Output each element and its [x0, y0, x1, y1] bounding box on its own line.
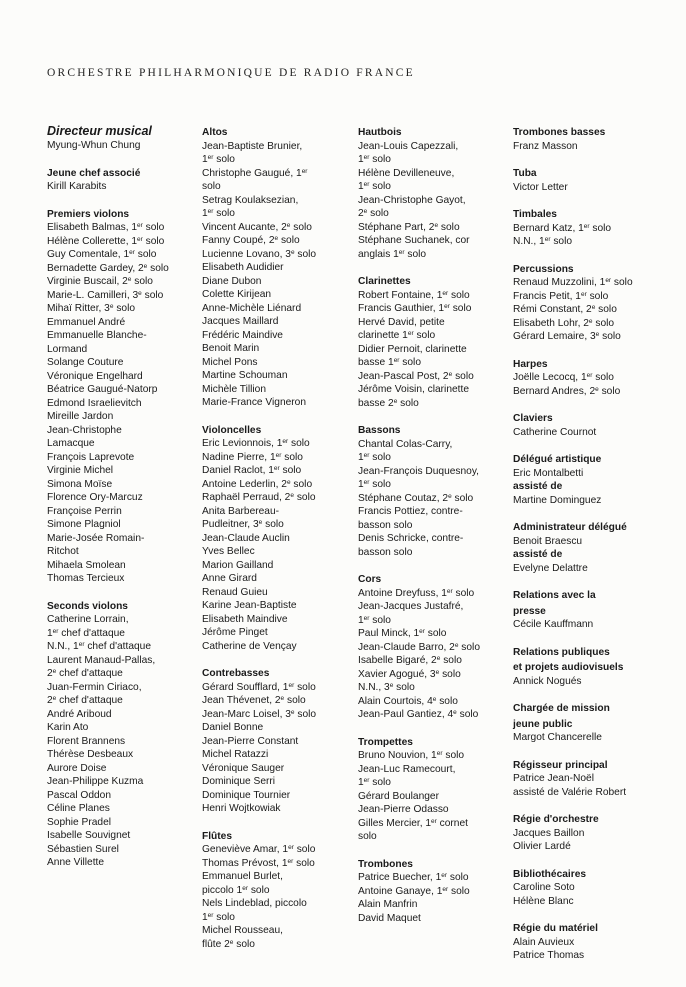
section-cors	[358, 573, 510, 722]
section-title: Administrateur délégué	[513, 522, 627, 533]
member-line: Rémi Constant, 2e solo	[513, 304, 617, 315]
member-line: Jacques Baillon	[513, 827, 585, 839]
member-line: solo	[358, 831, 377, 842]
member-line: Anita Barbereau-	[202, 505, 280, 517]
member-line: Lucienne Lovano, 3e solo	[202, 248, 317, 260]
section-title: Claviers	[513, 413, 553, 424]
member-line: Jérôme Voisin, clarinette	[358, 384, 469, 395]
member-line: basse 1er solo	[358, 357, 421, 368]
member-line: Emmanuel Burlet,	[202, 871, 283, 882]
section-trompettes	[358, 736, 510, 844]
section-chargee-de-mission-jeune-public	[513, 702, 673, 745]
section-regisseur-principal	[513, 759, 673, 800]
member-line: Jean-Paul Gantiez, 4e solo	[358, 709, 479, 720]
member-line: 1er solo	[202, 154, 235, 165]
member-line: Francis Gauthier, 1er solo	[358, 303, 472, 314]
section-harpes	[513, 358, 673, 399]
member-line: Setrag Koulaksezian,	[202, 194, 299, 206]
member-line: Patrice Jean-Noël	[513, 773, 594, 784]
member-line: Bernard Andres, 2e solo	[513, 385, 621, 397]
member-line: Aurore Doise	[47, 762, 107, 774]
member-line: Gérard Lemaire, 3e solo	[513, 331, 621, 342]
member-line: Cécile Kauffmann	[513, 619, 594, 630]
member-line: Anne-Michèle Liénard	[202, 302, 302, 314]
section-title: Régisseur principal	[513, 759, 608, 771]
member-line: Henri Wojtkowiak	[202, 803, 281, 814]
member-line: Alain Auvieux	[513, 936, 575, 948]
section-title: Bassons	[358, 425, 401, 436]
member-line: Jean-Claude Barro, 2e solo	[358, 641, 480, 653]
section-administrateur-delegue	[513, 521, 673, 575]
section-title: Régie d'orchestre	[513, 814, 599, 825]
member-line: Marie-Josée Romain-	[47, 532, 145, 544]
member-line: Marie-France Vigneron	[202, 397, 306, 408]
member-line: 1er solo	[358, 614, 391, 626]
member-line: Nadine Pierre, 1er solo	[202, 451, 303, 463]
member-line: basson solo	[358, 519, 413, 531]
member-line: N.N., 1er chef d'attaque	[47, 641, 152, 652]
member-line: Francis Petit, 1er solo	[513, 290, 609, 302]
member-line: Jean-Pierre Constant	[202, 735, 299, 747]
member-line: Isabelle Bigaré, 2e solo	[358, 655, 462, 666]
member-line: Karin Ato	[47, 722, 89, 733]
member-line: Antoine Lederlin, 2e solo	[202, 478, 313, 490]
member-line: Simone Plagniol	[47, 519, 121, 530]
member-line: 1er solo	[358, 452, 391, 463]
member-line: Renaud Guieu	[202, 586, 268, 598]
member-line: Michel Pons	[202, 356, 258, 368]
member-line: Xavier Agogué, 3e solo	[358, 668, 461, 680]
member-line: Colette Kirijean	[202, 289, 272, 300]
section-delegue-artistique	[513, 453, 673, 507]
section-title: Trompettes	[358, 736, 413, 748]
member-line: Sophie Pradel	[47, 816, 112, 828]
member-line: Pascal Oddon	[47, 789, 111, 801]
section-title: Chargée de mission	[513, 703, 610, 714]
member-line: Isabelle Souvignet	[47, 830, 131, 841]
member-line: Catherine Lorrain,	[47, 614, 129, 625]
member-line: Robert Fontaine, 1er solo	[358, 289, 470, 301]
member-line: Jean-Christophe Gayot,	[358, 194, 466, 206]
member-line: clarinette 1er solo	[358, 330, 436, 341]
section-title: Violoncelles	[202, 424, 262, 436]
section-directeur-musical	[47, 124, 197, 153]
member-line: Raphaël Perraud, 2e solo	[202, 492, 316, 503]
member-line: piccolo 1er solo	[202, 884, 270, 896]
member-line: Patrice Thomas	[513, 950, 585, 961]
section-title: Tuba	[513, 168, 537, 179]
member-line: Guy Comentale, 1er solo	[47, 249, 157, 260]
member-line: Pudleitner, 3e solo	[202, 519, 284, 530]
member-line: Kirill Karabits	[47, 181, 107, 192]
member-line: Karine Jean-Baptiste	[202, 600, 297, 611]
section-tuba	[513, 167, 673, 194]
section-title: Régie du matériel	[513, 923, 598, 934]
section-title: Harpes	[513, 358, 548, 370]
member-line: Victor Letter	[513, 181, 568, 193]
member-line: Virginie Michel	[47, 465, 114, 476]
member-line: Simona Moïse	[47, 478, 113, 490]
section-altos	[202, 126, 352, 410]
member-line: 2e chef d'attaque	[47, 668, 123, 679]
member-line: Evelyne Delattre	[513, 562, 588, 574]
section-title: jeune public	[513, 718, 573, 730]
member-line: Bruno Nouvion, 1er solo	[358, 750, 465, 761]
section-title: Relations publiques	[513, 646, 610, 658]
member-line: Stéphane Coutaz, 2e solo	[358, 492, 474, 504]
section-seconds-violons	[47, 600, 197, 870]
section-title: Clarinettes	[358, 276, 411, 287]
member-line: Laurent Manaud-Pallas,	[47, 654, 156, 666]
member-line: Daniel Raclot, 1er solo	[202, 465, 302, 476]
section-title: Contrebasses	[202, 668, 270, 679]
section-title: Trombones basses	[513, 127, 606, 138]
member-line: François Laprevote	[47, 451, 135, 463]
member-line: Jacques Maillard	[202, 316, 279, 327]
member-line: Gérard Boulanger	[358, 790, 439, 802]
member-line: Elisabeth Audidier	[202, 262, 284, 273]
member-line: Margot Chancerelle	[513, 732, 602, 743]
section-percussions	[513, 263, 673, 344]
member-line: assisté de	[513, 549, 563, 560]
member-line: assisté de Valérie Robert	[513, 786, 627, 798]
member-line: Eric Levionnois, 1er solo	[202, 438, 310, 449]
member-line: Frédéric Maindive	[202, 329, 283, 341]
member-line: Céline Planes	[47, 803, 110, 814]
member-line: Florent Brannens	[47, 735, 126, 747]
section-violoncelles	[202, 424, 352, 654]
member-line: 1er solo	[202, 208, 235, 219]
column-4	[513, 124, 673, 977]
section-bibliothecaires	[513, 868, 673, 909]
member-line: basson solo	[358, 546, 413, 558]
member-line: Florence Ory-Marcuz	[47, 492, 143, 503]
member-line: Joëlle Lecocq, 1er solo	[513, 372, 614, 383]
section-title: Premiers violons	[47, 208, 130, 220]
section-title: Percussions	[513, 263, 574, 275]
member-line: 1er solo	[358, 479, 391, 490]
member-line: Jean-Luc Ramecourt,	[358, 763, 456, 775]
member-line: Antoine Ganaye, 1er solo	[358, 885, 470, 897]
member-line: Hélène Devilleneuve,	[358, 167, 455, 179]
member-line: Caroline Soto	[513, 882, 575, 893]
member-line: Benoit Braescu	[513, 535, 583, 547]
section-jeune-chef-associe	[47, 167, 197, 194]
member-line: Thomas Tercieux	[47, 573, 125, 584]
member-line: Béatrice Gaugué-Natorp	[47, 384, 158, 395]
member-line: Elisabeth Lohr, 2e solo	[513, 317, 615, 329]
section-title: Bibliothécaires	[513, 868, 587, 880]
member-line: Paul Minck, 1er solo	[358, 628, 447, 639]
member-line: Jean-Pascal Post, 2e solo	[358, 370, 474, 382]
section-title: presse	[513, 605, 546, 617]
section-relations-avec-la-presse	[513, 589, 673, 632]
member-line: Sébastien Surel	[47, 843, 119, 855]
member-line: 1er solo	[358, 154, 391, 165]
member-line: Jean-Pierre Odasso	[358, 804, 449, 815]
member-line: Emmanuel André	[47, 316, 126, 328]
section-title: Jeune chef associé	[47, 167, 141, 179]
section-hautbois	[358, 126, 510, 261]
member-line: flûte 2e solo	[202, 938, 255, 950]
member-line: Hervé David, petite	[358, 316, 445, 328]
section-bassons	[358, 424, 510, 559]
member-line: Gérard Soufflard, 1er solo	[202, 681, 316, 693]
member-line: 1er solo	[358, 181, 391, 192]
member-line: Mihaela Smolean	[47, 559, 126, 571]
section-clarinettes	[358, 275, 510, 410]
section-title: et projets audiovisuels	[513, 662, 624, 673]
section-title: Trombones	[358, 858, 413, 870]
member-line: Jean-Jacques Justafré,	[358, 601, 464, 612]
member-line: 1er chef d'attaque	[47, 627, 125, 639]
member-line: Solange Couture	[47, 357, 124, 368]
member-line: 1er solo	[358, 777, 391, 788]
member-line: Gilles Mercier, 1er cornet	[358, 817, 468, 829]
member-line: Edmond Israelievitch	[47, 397, 142, 409]
member-line: 1er solo	[202, 911, 235, 923]
member-line: Myung-Whun Chung	[47, 140, 141, 151]
section-title: Directeur musical	[47, 124, 152, 138]
member-line: Nels Lindeblad, piccolo	[202, 898, 307, 909]
member-line: Jean-Philippe Kuzma	[47, 776, 144, 787]
member-line: Hélène Blanc	[513, 895, 574, 907]
member-line: André Ariboud	[47, 708, 112, 720]
section-timbales	[513, 208, 673, 249]
member-line: Lamacque	[47, 438, 95, 449]
member-line: N.N., 3e solo	[358, 682, 415, 693]
member-line: Hélène Collerette, 1er solo	[47, 235, 165, 247]
member-line: Juan-Fermin Ciriaco,	[47, 681, 142, 693]
member-line: Franz Masson	[513, 140, 578, 152]
member-line: Mihaï Ritter, 3e solo	[47, 303, 136, 314]
member-line: Fanny Coupé, 2e solo	[202, 235, 300, 246]
member-line: Michel Rousseau,	[202, 925, 283, 936]
section-title: Seconds violons	[47, 600, 128, 612]
member-line: Daniel Bonne	[202, 722, 264, 733]
member-line: Jean Thévenet, 2e solo	[202, 695, 306, 706]
member-line: Jean-Marc Loisel, 3e solo	[202, 708, 317, 720]
member-line: Stéphane Suchanek, cor	[358, 235, 470, 246]
member-line: 2e solo	[358, 208, 389, 219]
section-trombones-basses	[513, 126, 673, 153]
member-line: Eric Montalbetti	[513, 467, 584, 479]
member-line: Vincent Aucante, 2e solo	[202, 221, 312, 233]
member-line: Catherine Cournot	[513, 426, 597, 438]
section-premiers-violons	[47, 208, 197, 586]
member-line: Véronique Engelhard	[47, 370, 143, 382]
member-line: David Maquet	[358, 912, 421, 924]
member-line: Geneviève Amar, 1er solo	[202, 844, 316, 855]
member-line: Catherine de Vençay	[202, 640, 297, 652]
member-line: Patrice Buecher, 1er solo	[358, 872, 469, 883]
member-line: Véronique Sauger	[202, 762, 285, 774]
member-line: Martine Schouman	[202, 370, 288, 381]
member-line: Jérôme Pinget	[202, 627, 268, 638]
page-header: ORCHESTRE PHILHARMONIQUE DE RADIO FRANCE	[47, 67, 415, 79]
member-line: Yves Bellec	[202, 546, 255, 557]
member-line: Dominique Serri	[202, 776, 276, 787]
section-title: Cors	[358, 574, 382, 585]
member-line: Anne Girard	[202, 573, 257, 584]
member-line: Annick Nogués	[513, 675, 582, 687]
section-regie-d-orchestre	[513, 813, 673, 854]
member-line: Olivier Lardé	[513, 841, 571, 852]
member-line: Alain Courtois, 4e solo	[358, 695, 458, 707]
member-line: Alain Manfrin	[358, 899, 418, 910]
section-regie-du-materiel	[513, 922, 673, 963]
member-line: Marie-L. Camilleri, 3e solo	[47, 289, 164, 301]
member-line: Ritchot	[47, 546, 79, 557]
column-3	[358, 124, 510, 939]
section-title: Hautbois	[358, 127, 402, 138]
member-line: Stéphane Part, 2e solo	[358, 221, 460, 233]
member-line: Martine Dominguez	[513, 494, 602, 506]
member-line: anglais 1er solo	[358, 248, 427, 260]
member-line: Bernard Katz, 1er solo	[513, 222, 612, 234]
member-line: Elisabeth Balmas, 1er solo	[47, 222, 165, 233]
section-flutes	[202, 830, 352, 952]
member-line: N.N., 1er solo	[513, 236, 573, 247]
member-line: Antoine Dreyfuss, 1er solo	[358, 587, 475, 599]
member-line: Francis Pottiez, contre-	[358, 506, 463, 517]
section-title: Flûtes	[202, 830, 233, 842]
member-line: Christophe Gaugué, 1er	[202, 167, 308, 179]
member-line: Lormand	[47, 343, 88, 355]
member-line: Marion Gailland	[202, 559, 274, 571]
column-2	[202, 124, 352, 965]
member-line: Chantal Colas-Carry,	[358, 438, 453, 450]
member-line: Bernadette Gardey, 2e solo	[47, 262, 169, 274]
member-line: Didier Pernoit, clarinette	[358, 343, 467, 355]
member-line: Virginie Buscail, 2e solo	[47, 276, 153, 287]
section-title: Timbales	[513, 209, 557, 220]
member-line: basse 2e solo	[358, 397, 419, 409]
section-claviers	[513, 412, 673, 439]
member-line: Anne Villette	[47, 857, 105, 868]
member-line: Michèle Tillion	[202, 383, 266, 395]
member-line: 2e chef d'attaque	[47, 695, 123, 706]
member-line: Diane Dubon	[202, 275, 262, 287]
section-title: Relations avec la	[513, 590, 596, 601]
member-line: Thomas Prévost, 1er solo	[202, 857, 315, 869]
section-title: Délégué artistique	[513, 454, 602, 465]
member-line: Jean-François Duquesnoy,	[358, 465, 479, 477]
member-line: Emmanuelle Blanche-	[47, 330, 147, 341]
column-1	[47, 124, 197, 884]
member-line: Renaud Muzzolini, 1er solo	[513, 277, 633, 288]
member-line: solo	[202, 181, 221, 192]
section-trombones	[358, 858, 510, 926]
member-line: Jean-Louis Capezzali,	[358, 140, 459, 152]
member-line: Michel Ratazzi	[202, 749, 269, 760]
member-line: Jean-Baptiste Brunier,	[202, 140, 303, 152]
member-line: Elisabeth Maindive	[202, 613, 288, 625]
member-line: Thérèse Desbeaux	[47, 749, 134, 760]
member-line: Jean-Claude Auclin	[202, 532, 290, 544]
member-line: assisté de	[513, 481, 563, 492]
member-line: Benoit Marin	[202, 343, 260, 354]
member-line: Jean-Christophe	[47, 424, 122, 436]
section-title: Altos	[202, 127, 228, 138]
member-line: Dominique Tournier	[202, 789, 291, 801]
section-relations-publiques-et-projets-audiovisuels	[513, 646, 673, 689]
member-line: Denis Schricke, contre-	[358, 533, 464, 544]
member-line: Françoise Perrin	[47, 505, 122, 517]
section-contrebasses	[202, 667, 352, 816]
member-line: Mireille Jardon	[47, 411, 114, 422]
